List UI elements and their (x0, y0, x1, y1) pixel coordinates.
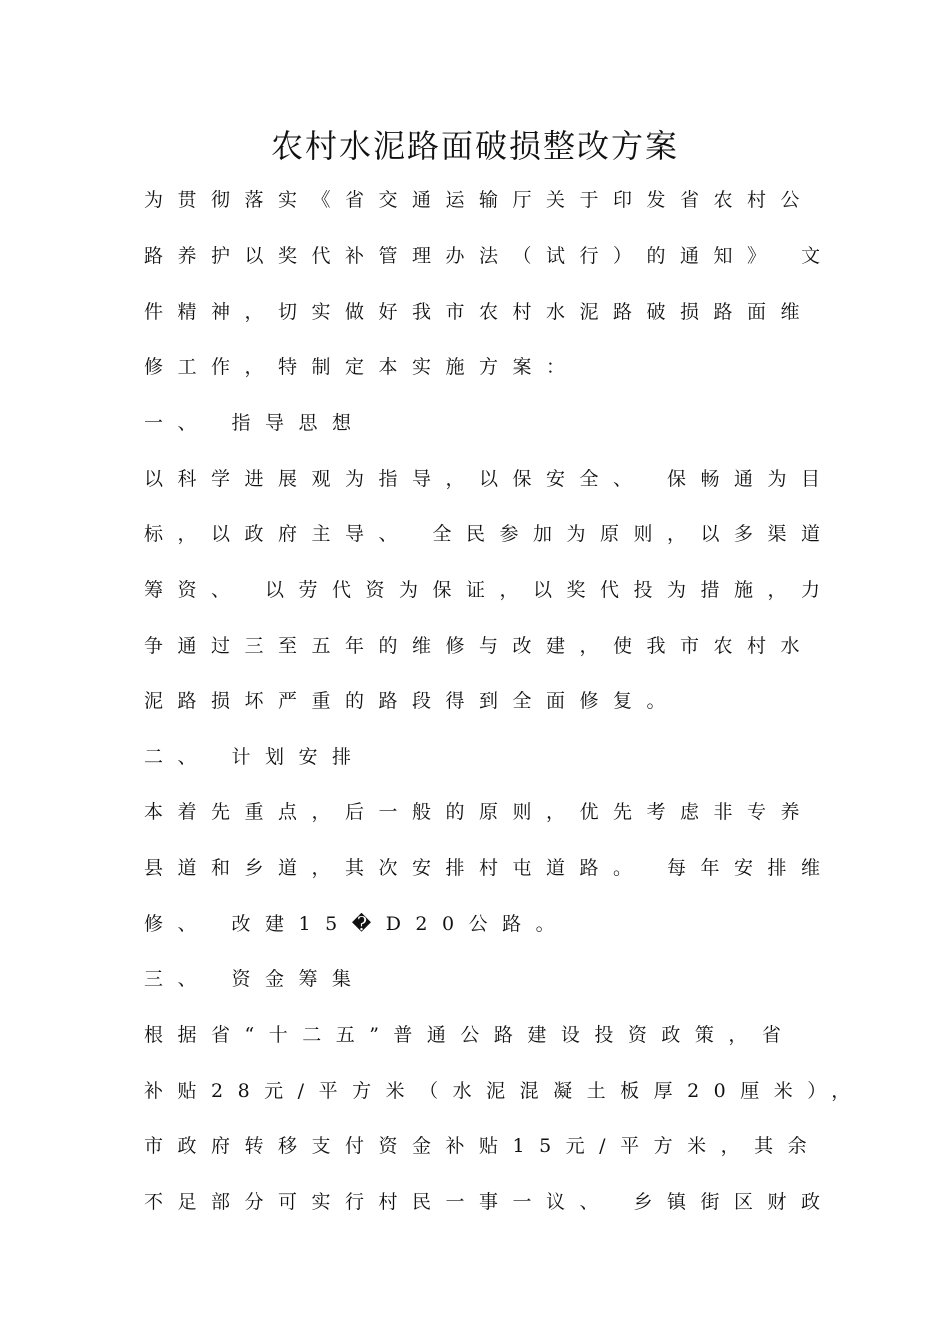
paragraph-line: 为贯彻落实《省交通运输厅关于印发省农村公 (144, 189, 815, 211)
paragraph-line: 县道和乡道，其次安排村屯道路。 每年安排维 (144, 857, 835, 879)
paragraph-line: 补贴28元/平方米（水泥混凝土板厚20厘米）， (144, 1080, 865, 1102)
paragraph-line: 本着先重点，后一般的原则，优先考虑非专养 (144, 801, 815, 823)
paragraph-line: 争通过三至五年的维修与改建，使我市农村水 (144, 635, 815, 657)
paragraph-line: 筹资、 以劳代资为保证，以奖代投为措施，力 (144, 579, 835, 601)
section-heading: 三、 资金筹集 (144, 968, 366, 990)
section-heading: 二、 计划安排 (144, 746, 366, 768)
paragraph-line: 不足部分可实行村民一事一议、 乡镇街区财政 (144, 1191, 835, 1213)
paragraph-line: 修工作，特制定本实施方案： (144, 356, 580, 378)
paragraph-line: 泥路损坏严重的路段得到全面修复。 (144, 690, 681, 712)
paragraph-line: 根据省“十二五”普通公路建设投资政策，省 (144, 1024, 796, 1046)
paragraph-line: 件精神，切实做好我市农村水泥路破损路面维 (144, 301, 815, 323)
paragraph-line: 以科学进展观为指导，以保安全、 保畅通为目 (144, 468, 835, 490)
document-title: 农村水泥路面破损整改方案 (270, 127, 679, 165)
paragraph-line: 标，以政府主导、 全民参加为原则，以多渠道 (144, 523, 835, 545)
paragraph-line: 修、 改建15�D20公路。 (144, 913, 570, 935)
paragraph-line: 路养护以奖代补管理办法（试行）的通知》 文 (144, 245, 835, 267)
section-heading: 一、 指导思想 (144, 412, 366, 434)
paragraph-line: 市政府转移支付资金补贴15元/平方米，其余 (144, 1135, 822, 1157)
